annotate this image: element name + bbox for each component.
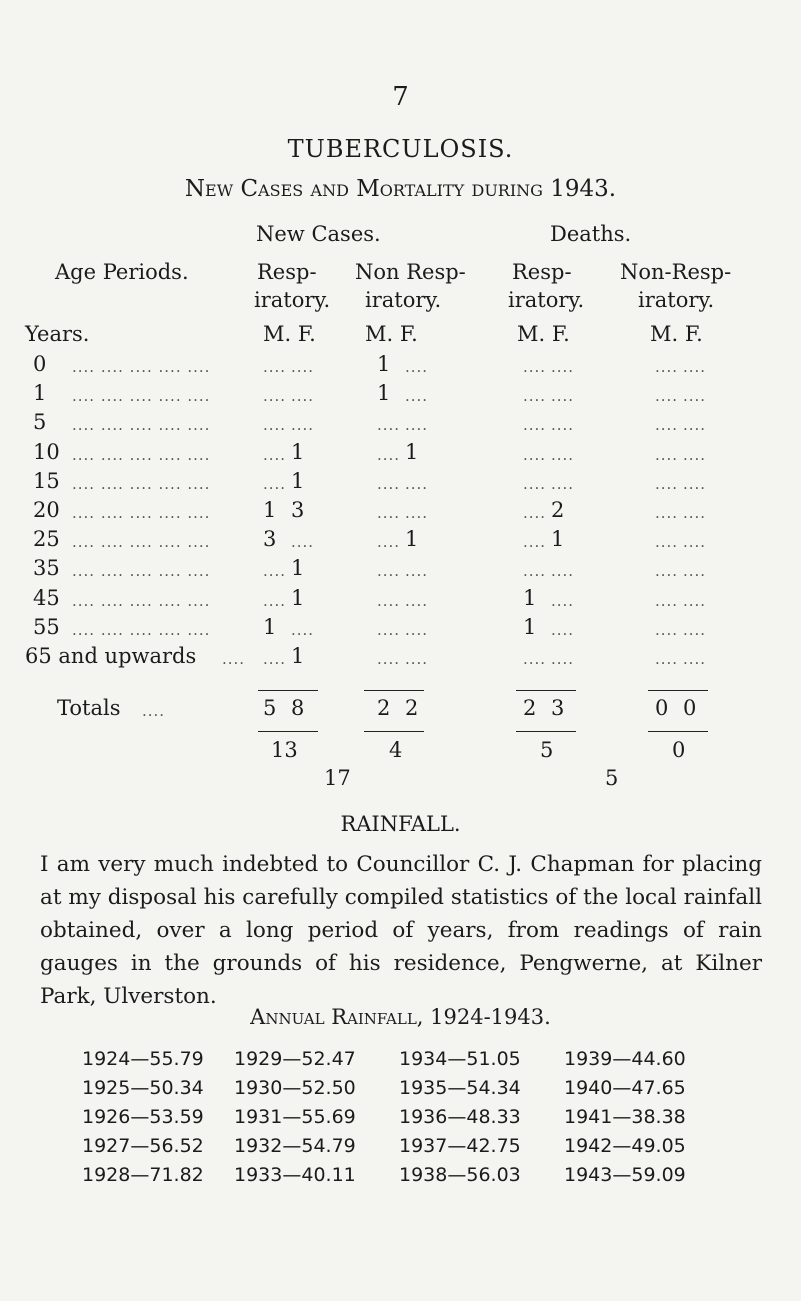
header-d-resp-2: iratory. [508, 288, 585, 312]
totals-label: Totals [57, 696, 121, 720]
empty-cell-dots: .... [523, 358, 547, 376]
empty-cell-dots: .... [405, 562, 429, 580]
rainfall-paragraph: I am very much indebted to Councillor C. J. Chapman for placing at my disposal his carefully compiled statistics of the local rainfall obtained, over a long period of years, from readings of rain gauges in the grounds of his residence, Pengwerne, at Kilner Park, Ulverston. [40, 852, 762, 1009]
header-nc-nonresp-mf: M. F. [365, 322, 418, 346]
empty-cell-dots: .... [683, 475, 707, 493]
empty-cell-dots: .... [683, 416, 707, 434]
empty-cell-dots: .... [551, 358, 575, 376]
empty-cell-dots: .... [405, 504, 429, 522]
empty-cell-dots: .... [655, 446, 679, 464]
empty-cell-dots: .... [655, 475, 679, 493]
table-cell: 1 [523, 586, 537, 610]
empty-cell-dots: .... [405, 592, 429, 610]
empty-cell-dots: .... [551, 387, 575, 405]
header-deaths: Deaths. [550, 222, 632, 246]
empty-cell-dots: .... [263, 562, 287, 580]
subtotal-nc-nonresp: 4 [389, 738, 403, 762]
empty-cell-dots: .... [683, 387, 707, 405]
empty-cell-dots: .... [551, 592, 575, 610]
empty-cell-dots: .... [263, 416, 287, 434]
total-d-resp-m: 2 [523, 696, 537, 720]
empty-cell-dots: .... [655, 387, 679, 405]
total-nc-resp-m: 5 [263, 696, 277, 720]
empty-cell-dots: .... [523, 650, 547, 668]
empty-cell-dots: .... [523, 446, 547, 464]
empty-cell-dots: .... [377, 592, 401, 610]
subtotal-d-resp: 5 [540, 738, 554, 762]
empty-cell-dots: .... [655, 592, 679, 610]
empty-cell-dots: .... [523, 533, 547, 551]
rainfall-entry: 1938—56.03 [399, 1164, 521, 1186]
row-age: 25 [33, 527, 60, 551]
rainfall-entry: 1926—53.59 [82, 1106, 204, 1128]
header-d-nonresp-2: iratory. [638, 288, 715, 312]
header-new-cases: New Cases. [256, 222, 381, 246]
rule [648, 690, 708, 691]
empty-cell-dots: .... [655, 358, 679, 376]
table-cell: 1 [377, 381, 391, 405]
rainfall-entry: 1943—59.09 [564, 1164, 686, 1186]
dot-leader: .... .... .... .... .... [72, 416, 211, 434]
empty-cell-dots: .... [551, 650, 575, 668]
rainfall-entry: 1934—51.05 [399, 1048, 521, 1070]
rainfall-entry: 1933—40.11 [234, 1164, 356, 1186]
header-nc-resp-1: Resp- [257, 260, 317, 284]
rainfall-entry: 1928—71.82 [82, 1164, 204, 1186]
row-age: 55 [33, 615, 60, 639]
grand-total-deaths: 5 [605, 766, 619, 790]
empty-cell-dots: .... [291, 533, 315, 551]
empty-cell-dots: .... [263, 592, 287, 610]
header-d-nonresp-mf: M. F. [650, 322, 703, 346]
empty-cell-dots: .... [377, 475, 401, 493]
dot-leader: .... .... .... .... .... [72, 562, 211, 580]
empty-cell-dots: .... [551, 446, 575, 464]
empty-cell-dots: .... [405, 650, 429, 668]
dot-leader: .... .... .... .... .... [72, 592, 211, 610]
empty-cell-dots: .... [655, 621, 679, 639]
empty-cell-dots: .... [405, 416, 429, 434]
table-cell: 2 [551, 498, 565, 522]
rainfall-entry: 1927—56.52 [82, 1135, 204, 1157]
table-cell: 1 [291, 556, 305, 580]
table-cell: 3 [291, 498, 305, 522]
page-number: 7 [392, 82, 409, 112]
annual-rainfall-grid [82, 1048, 732, 1186]
total-nc-nonresp-m: 2 [377, 696, 391, 720]
total-d-resp-f: 3 [551, 696, 565, 720]
rainfall-entry: 1940—47.65 [564, 1077, 686, 1099]
header-nc-nonresp-1: Non Resp- [355, 260, 466, 284]
rule [516, 690, 576, 691]
header-years: Years. [25, 322, 90, 346]
empty-cell-dots: .... [683, 621, 707, 639]
table-cell: 1 [291, 644, 305, 668]
dot-leader: .... .... .... .... .... [72, 533, 211, 551]
header-nc-resp-mf: M. F. [263, 322, 316, 346]
subtotal-nc-resp: 13 [271, 738, 298, 762]
empty-cell-dots: .... [377, 446, 401, 464]
empty-cell-dots: .... [377, 621, 401, 639]
total-nc-resp-f: 8 [291, 696, 305, 720]
dot-leader: .... .... .... .... .... [72, 446, 211, 464]
empty-cell-dots: .... [655, 533, 679, 551]
rainfall-entry: 1929—52.47 [234, 1048, 356, 1070]
empty-cell-dots: .... [551, 621, 575, 639]
row-age: 10 [33, 440, 60, 464]
row-age: 5 [33, 410, 47, 434]
empty-cell-dots: .... [551, 416, 575, 434]
dot-leader: .... [222, 650, 246, 668]
table-cell: 1 [291, 440, 305, 464]
dot-leader: .... .... .... .... .... [72, 475, 211, 493]
empty-cell-dots: .... [263, 446, 287, 464]
empty-cell-dots: .... [377, 562, 401, 580]
empty-cell-dots: .... [291, 416, 315, 434]
dot-leader: .... .... .... .... .... [72, 358, 211, 376]
row-age: 45 [33, 586, 60, 610]
header-nc-nonresp-2: iratory. [365, 288, 442, 312]
header-d-nonresp-1: Non-Resp- [620, 260, 732, 284]
rainfall-entry: 1935—54.34 [399, 1077, 521, 1099]
table-cell: 1 [551, 527, 565, 551]
rainfall-entry: 1936—48.33 [399, 1106, 521, 1128]
rule [258, 690, 318, 691]
table-cell: 1 [405, 527, 419, 551]
empty-cell-dots: .... [377, 650, 401, 668]
page-title: TUBERCULOSIS. [287, 135, 514, 163]
table-cell: 1 [291, 586, 305, 610]
empty-cell-dots: .... [523, 475, 547, 493]
header-nc-resp-2: iratory. [254, 288, 331, 312]
empty-cell-dots: .... [523, 416, 547, 434]
rainfall-entry: 1942—49.05 [564, 1135, 686, 1157]
empty-cell-dots: .... [377, 416, 401, 434]
row-age: 20 [33, 498, 60, 522]
subtotal-d-nonresp: 0 [672, 738, 686, 762]
empty-cell-dots: .... [655, 416, 679, 434]
empty-cell-dots: .... [683, 446, 707, 464]
empty-cell-dots: .... [683, 592, 707, 610]
rainfall-entry: 1924—55.79 [82, 1048, 204, 1070]
empty-cell-dots: .... [263, 358, 287, 376]
header-d-resp-1: Resp- [512, 260, 572, 284]
empty-cell-dots: .... [683, 504, 707, 522]
row-age: 1 [33, 381, 47, 405]
rule [648, 731, 708, 732]
rule [258, 731, 318, 732]
rainfall-entry: 1937—42.75 [399, 1135, 521, 1157]
empty-cell-dots: .... [523, 504, 547, 522]
empty-cell-dots: .... [377, 533, 401, 551]
dot-leader: .... .... .... .... .... [72, 504, 211, 522]
table-cell: 1 [263, 615, 277, 639]
empty-cell-dots: .... [405, 387, 429, 405]
rainfall-entry: 1931—55.69 [234, 1106, 356, 1128]
table-cell: 1 [263, 498, 277, 522]
rainfall-entry: 1939—44.60 [564, 1048, 686, 1070]
empty-cell-dots: .... [405, 475, 429, 493]
rule [516, 731, 576, 732]
table-cell: 3 [263, 527, 277, 551]
empty-cell-dots: .... [683, 358, 707, 376]
table-cell: 1 [405, 440, 419, 464]
empty-cell-dots: .... [291, 358, 315, 376]
table-cell: 1 [291, 469, 305, 493]
dot-leader: .... [142, 702, 166, 720]
empty-cell-dots: .... [405, 621, 429, 639]
table-cell: 1 [377, 352, 391, 376]
dot-leader: .... .... .... .... .... [72, 387, 211, 405]
rule [364, 690, 424, 691]
empty-cell-dots: .... [655, 650, 679, 668]
grand-total-new-cases: 17 [324, 766, 351, 790]
empty-cell-dots: .... [551, 562, 575, 580]
empty-cell-dots: .... [655, 562, 679, 580]
row-age: 0 [33, 352, 47, 376]
table-cell: 1 [523, 615, 537, 639]
empty-cell-dots: .... [683, 562, 707, 580]
row-age: 35 [33, 556, 60, 580]
row-age: 65 and upwards [25, 644, 197, 668]
rainfall-heading: RAINFALL. [340, 812, 461, 836]
header-d-resp-mf: M. F. [517, 322, 570, 346]
rainfall-entry: 1930—52.50 [234, 1077, 356, 1099]
total-d-nonresp-m: 0 [655, 696, 669, 720]
empty-cell-dots: .... [655, 504, 679, 522]
rainfall-entry: 1925—50.34 [82, 1077, 204, 1099]
empty-cell-dots: .... [377, 504, 401, 522]
total-nc-nonresp-f: 2 [405, 696, 419, 720]
annual-rainfall-title: Annual Rainfall, 1924-1943. [250, 1005, 551, 1029]
empty-cell-dots: .... [523, 387, 547, 405]
page-subtitle: New Cases and Mortality during 1943. [184, 176, 617, 202]
dot-leader: .... .... .... .... .... [72, 621, 211, 639]
empty-cell-dots: .... [551, 475, 575, 493]
empty-cell-dots: .... [523, 562, 547, 580]
total-d-nonresp-f: 0 [683, 696, 697, 720]
row-age: 15 [33, 469, 60, 493]
rainfall-entry: 1932—54.79 [234, 1135, 356, 1157]
empty-cell-dots: .... [291, 387, 315, 405]
rule [364, 731, 424, 732]
empty-cell-dots: .... [291, 621, 315, 639]
empty-cell-dots: .... [263, 650, 287, 668]
empty-cell-dots: .... [263, 387, 287, 405]
empty-cell-dots: .... [263, 475, 287, 493]
empty-cell-dots: .... [683, 533, 707, 551]
header-age-periods: Age Periods. [55, 260, 189, 284]
empty-cell-dots: .... [683, 650, 707, 668]
empty-cell-dots: .... [405, 358, 429, 376]
rainfall-entry: 1941—38.38 [564, 1106, 686, 1128]
